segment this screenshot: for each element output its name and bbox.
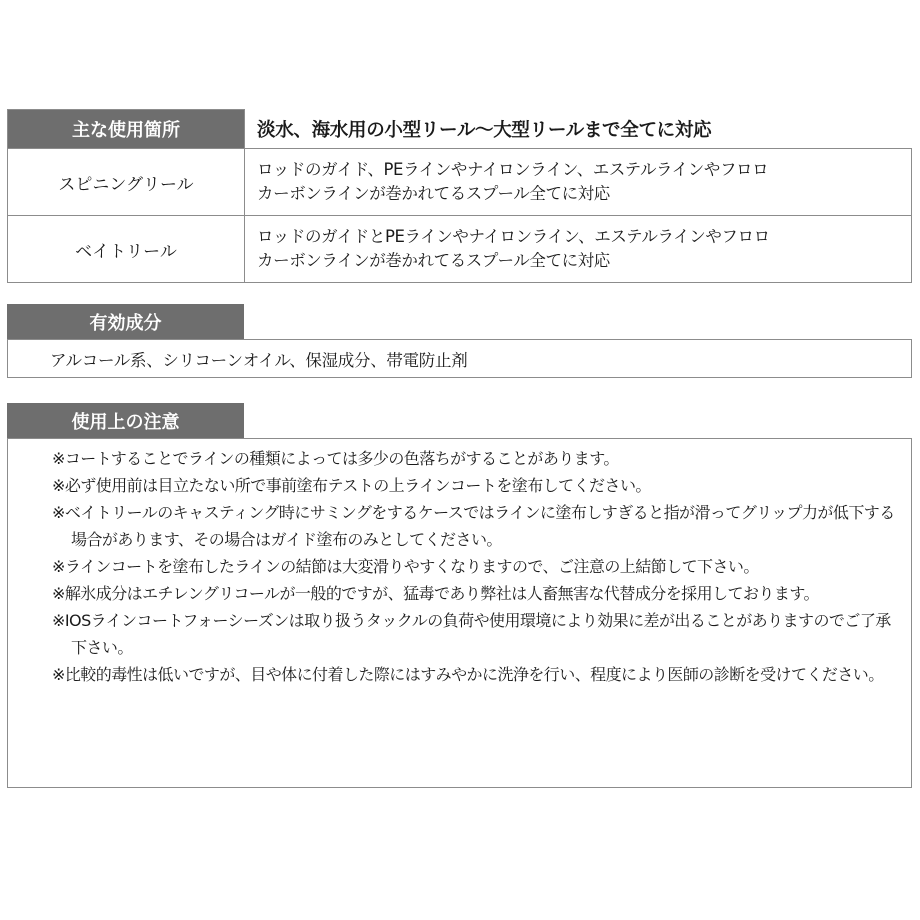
usage-row-desc-line: ロッドのガイドとPEラインやナイロンライン、エステルラインやフロロ — [257, 227, 770, 246]
usage-row-desc-line: カーボンラインが巻かれてるスプール全てに対応 — [257, 184, 610, 203]
cautions-header: 使用上の注意 — [7, 403, 244, 438]
usage-row-desc-line: ロッドのガイド、PEラインやナイロンライン、エステルラインやフロロ — [257, 160, 769, 179]
caution-item: ※IOSラインコートフォーシーズンは取り扱うタックルの負荷や使用環境により効果に差が出ることがありますのでご了承下さい。 — [52, 611, 891, 657]
caution-item: ※コートすることでラインの種類によっては多少の色落ちがすることがあります。 — [52, 449, 619, 468]
usage-row-label: ベイトリール — [8, 216, 245, 283]
usage-row-spinning — [8, 149, 912, 216]
caution-item: ※ベイトリールのキャスティング時にサミングをするケースではラインに塗布しすぎると指が滑ってグリップ力が低下する場合があります、その場合はガイド塗布のみとしてください。 — [52, 503, 895, 549]
usage-table — [7, 109, 912, 283]
usage-header-text: 淡水、海水用の小型リール～大型リールまで全てに対応 — [245, 110, 912, 149]
caution-item: ※ラインコートを塗布したラインの結節は大変滑りやすくなりますので、ご注意の上結節して下さい。 — [52, 557, 759, 576]
ingredients-text: アルコール系、シリコーンオイル、保湿成分、帯電防止剤 — [7, 339, 912, 378]
caution-item: ※必ず使用前は目立たない所で事前塗布テストの上ラインコートを塗布してください。 — [52, 476, 651, 495]
usage-row-desc — [245, 216, 912, 283]
ingredients-header: 有効成分 — [7, 304, 244, 339]
usage-header-row — [8, 110, 912, 149]
usage-row-baitcast — [8, 216, 912, 283]
cautions-box — [7, 438, 912, 788]
caution-item: ※比較的毒性は低いですが、目や体に付着した際にはすみやかに洗浄を行い、程度により医師の診断を受けてください。 — [52, 665, 884, 684]
usage-row-label: スピニングリール — [8, 149, 245, 216]
usage-header-label: 主な使用箇所 — [8, 110, 245, 149]
usage-row-desc — [245, 149, 912, 216]
caution-item: ※解氷成分はエチレングリコールが一般的ですが、猛毒であり弊社は人畜無害な代替成分を採用しております。 — [52, 584, 819, 603]
usage-row-desc-line: カーボンラインが巻かれてるスプール全てに対応 — [257, 251, 610, 270]
